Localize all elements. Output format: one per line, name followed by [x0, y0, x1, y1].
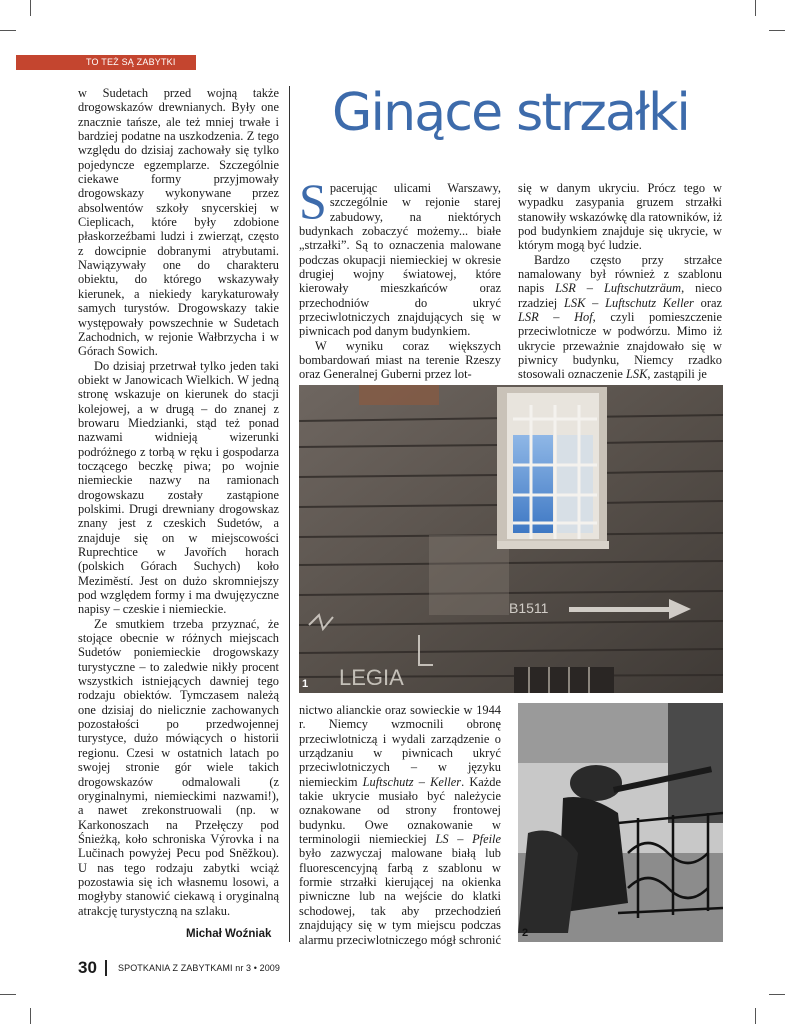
publication-info: SPOTKANIA Z ZABYTKAMI nr 3 • 2009 — [118, 963, 281, 973]
column-1 — [78, 86, 279, 918]
article-title: Ginące strzałki — [332, 83, 690, 143]
graffiti-legia: LEGIA — [339, 665, 404, 690]
footer-divider — [105, 960, 107, 976]
column-2 — [299, 173, 501, 382]
photo-1-number: 1 — [302, 678, 309, 690]
section-tag: TO TEŻ SĄ ZABYTKI — [16, 55, 196, 70]
photo-2-number: 2 — [522, 927, 529, 939]
col2-paragraph-1: pacerując ulicami Warszawy, szczególnie w rejonie starej zabudowy, na niektórych budynkach zobaczyć możemy... białe „strzałki”. Są to oznaczenia malowane podczas okupacji niemieckiej w okresie drugiej wojny światowej, które kierowały mieszkańców oraz przechodniów do ukryć przeciwlotniczych znajdujących się w piwnicach pod danym budynkiem. — [299, 181, 501, 339]
column-3 — [518, 181, 722, 382]
col1-paragraph-2: Do dzisiaj przetrwał tylko jeden taki obiekt w Janowicach Wielkich. W jedną stronę wskazuje on kierunek do stacji kolejowej, a w drugą – do znanej z browaru Miedzianki, stąd też ponad nazwami widnieją wizerunki podróżnego z torbą w ręku i gospodarza toczącego beczkę piwa; po wojnie niemieckie nazwy na ramionach drogowskazu zostały zastąpione polskimi. Drugi drewniany drogowskaz znany jest z czeskich Sudetów, a znajduje się on w miejscowości Ruprechtice w Javořích horach (polskich Górach Suchych) koło Meziměstí. Jest on dużo skromniejszy pod względem formy i ma dwujęzyczne napisy – czeskie i niemieckie. — [78, 358, 279, 617]
col3-paragraph-2: Bardzo często przy strzałce namalowany był również z szablonu napis LSR – Luftschutzräum, nieco rzadziej LSK – Luftschutz Keller oraz LSR – Hof, czyli pomieszczenie przeciwlotnicze w podwórzu. Mimo iż ukrycie przeważnie znajdowało się w piwnicy budynku, Niemcy rzadko stosowali oznaczenie LSK, zastąpili je — [518, 252, 722, 382]
col3-paragraph-1: się w danym ukryciu. Prócz tego w wypadku zasypania gruzem strzałki stanowiły wskazówkę dla ratowników, iż pod budynkiem znajduje się ukrycie, w którym mogą być ludzie. — [518, 181, 722, 253]
photo-soldier — [518, 703, 723, 942]
column-2-continued — [299, 703, 501, 947]
column-divider — [289, 86, 290, 942]
author: Michał Woźniak — [186, 928, 272, 940]
svg-text:B1511: B1511 — [509, 600, 549, 616]
col2-paragraph-2: W wyniku coraz większych bombardowań miast na terenie Rzeszy oraz Generalnej Guberni przez lot- — [299, 338, 501, 382]
photo-wall-window — [299, 385, 723, 693]
drop-cap: S — [299, 173, 327, 229]
col2-paragraph-2-continued: nictwo alianckie oraz sowieckie w 1944 r. Niemcy wzmocnili obronę przeciwlotniczą i wydali zarządzenie o urządzaniu w piwnicach ukryć przeciwlotniczych – w języku niemieckim Luftschutz – Keller. Każde takie ukrycie musiało być należycie oznakowane od strony frontowej budynku. Owe oznakowanie w terminologii niemieckiej LS – Pfeile było zazwyczaj malowane białą lub fluorescencyjną farbą z szablonu w formie strzałki kierującej na okienka piwniczne lub na wejście do klatki schodowej, tak aby przechodzień znajdujący się w tym miejscu podczas alarmu przeciwlotniczego mógł schronić — [299, 703, 501, 947]
col1-paragraph-3: Ze smutkiem trzeba przyznać, że stojące obecnie w różnych miejscach Sudetów poniemieckie drogowskazy turystyczne – to zaledwie nikły procent wszystkich istniejących dawniej tego rodzaju obiektów. Tymczasem należą one dzisiaj do nielicznie zachowanych pozostałości po przedwojennej turystyce, dużo mówiących o historii regionu. Czesi w ostatnich latach po swojej stronie gór wiele takich drogowskazów odmalowali (z oryginalnymi, niemieckimi nazwami!), a nawet zrekonstruowali (np. w Karkonoszach na Przełęczy pod Śnieżką, koło schroniska Výrovka i na Lučinach powyżej Pecu pod Sněžkou). U nas tego rodzaju zabytki wciąż pozostawia się ich własnemu losowi, a mogłyby stanowić ciekawą i oryginalną atrakcję turystyczną na szlaku. — [78, 616, 279, 918]
col1-paragraph-1: w Sudetach przed wojną także drogowskazów drewnianych. Były one znacznie tańsze, ale też mniej trwałe i bardziej podatne na uszkodzenia. Z tego względu do dzisiaj zachowały się tylko pojedyncze egzemplarze. Szczególnie ciekawe formy przyjmowały drogowskazy wykonywane przez absolwentów szkoły snycerskiej w Cieplicach, które były zdobione płaskorzeźbami ludzi i zwierząt, często z dowcipnie dobranymi atrybutami. Nawiązywały one do charakteru obiektu, do którego wskazywały kierunek, a niekiedy karykaturowały samych turystów. Drogowskazy takie występowały powszechnie w Sudetach Zachodnich, w rejonie Wałbrzycha i w Górach Sowich. — [78, 86, 279, 359]
page-number: 30 — [78, 958, 97, 977]
